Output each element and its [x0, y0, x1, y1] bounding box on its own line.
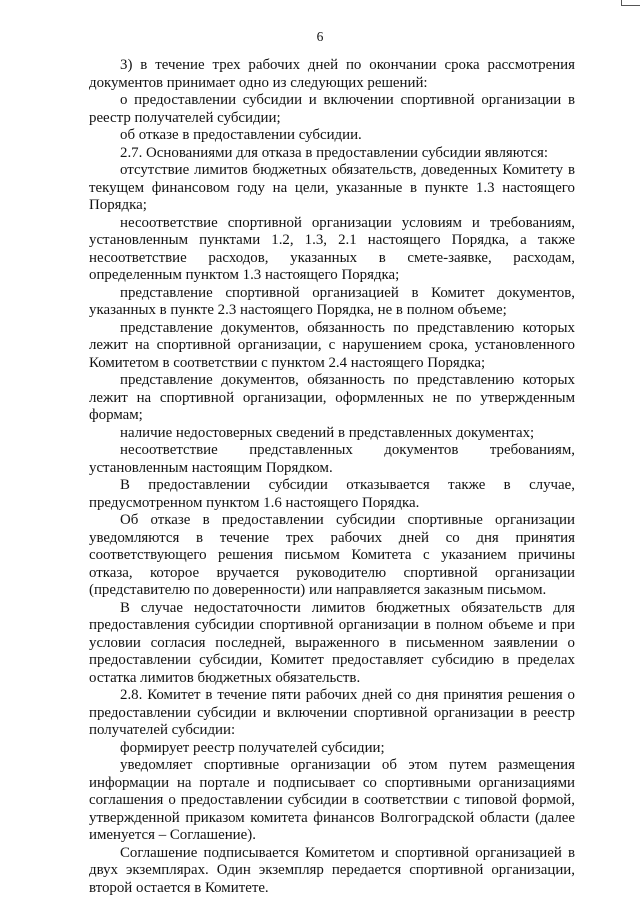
paragraph-notifies-and-signs: уведомляет спортивные организации об этом путем размещения информации на портале и подписывает со спортивными организациями соглашения о предоставлении субсидии в соответствии с типовой формой, утвержденной приказом комитета финансов Волгоградской области (далее именуется – Соглашение).	[89, 757, 575, 843]
paragraph-refusal-case-1-6: В предоставлении субсидии отказывается также в случае, предусмотренном пунктом 1.6 настоящего Порядка.	[89, 477, 575, 511]
page-number: 6	[316, 29, 324, 44]
paragraph-late-documents: представление документов, обязанность по представлению которых лежит на спортивной организации, с нарушением срока, установленного Комитетом в соответствии с пунктом 2.4 настоящего Порядка;	[89, 319, 575, 371]
paragraph-incomplete-documents: представление спортивной организацией в Комитет документов, указанных в пункте 2.3 настоящего Порядка, не в полном объеме;	[89, 284, 575, 318]
paragraph-insufficient-limits: В случае недостаточности лимитов бюджетных обязательств для предоставления субсидии спортивной организации в полном объеме и при условии согласия последней, выраженного в письменном заявлении о предоставлении субсидии, Комитет предоставляет субсидию в пределах остатка лимитов бюджетных обязательств.	[89, 599, 575, 686]
paragraph-wrong-forms: представление документов, обязанность по представлению которых лежит на спортивной организации, оформленных не по утвержденным формам;	[89, 372, 575, 423]
corner-mark	[621, 0, 640, 6]
paragraph-2-7-heading: 2.7. Основаниями для отказа в предоставлении субсидии являются:	[120, 144, 548, 161]
paragraph-requirements-mismatch: несоответствие представленных документов требованиям, установленным настоящим Порядком.	[89, 442, 575, 476]
paragraph-forms-registry: формирует реестр получателей субсидии;	[120, 739, 385, 756]
paragraph-refusal: об отказе в предоставлении субсидии.	[120, 127, 362, 143]
paragraph-nonconformity: несоответствие спортивной организации условиям и требованиям, установленным пунктами 1.2, 1.3, 2.1 настоящего Порядка, а также несоответствие расходов, указанных в смете-заявке, расходам, определенным пунктом 1.3 настоящего Порядка;	[89, 214, 575, 283]
paragraph-no-budget-limits: отсутствие лимитов бюджетных обязательств, доведенных Комитету в текущем финансовом году на цели, указанные в пункте 1.3 настоящего Порядка;	[89, 162, 575, 213]
paragraph-2-8: 2.8. Комитет в течение пяти рабочих дней со дня принятия решения о предоставлении субсидии и включении спортивной организации в реестр получателей субсидии:	[89, 687, 575, 738]
paragraph-refusal-notification: Об отказе в предоставлении субсидии спортивные организации уведомляются в течение трех рабочих дней со дня принятия соответствующего решения письмом Комитета с указанием причины отказа, которое вручается руководителю спортивной организации (представителю по доверенности) или направляется заказным письмом.	[89, 512, 575, 598]
document-body	[89, 57, 575, 897]
paragraph-decision-3: 3) в течение трех рабочих дней по окончании срока рассмотрения документов принимает одно из следующих решений:	[89, 57, 575, 91]
paragraph-false-information: наличие недостоверных сведений в представленных документах;	[120, 424, 535, 441]
paragraph-grant-and-registry: о предоставлении субсидии и включении спортивной организации в реестр получателей субсидии;	[89, 92, 575, 126]
paragraph-agreement-copies: Соглашение подписывается Комитетом и спортивной организацией в двух экземплярах. Один экземпляр передается спортивной организации, второй остается в Комитете.	[89, 844, 575, 896]
